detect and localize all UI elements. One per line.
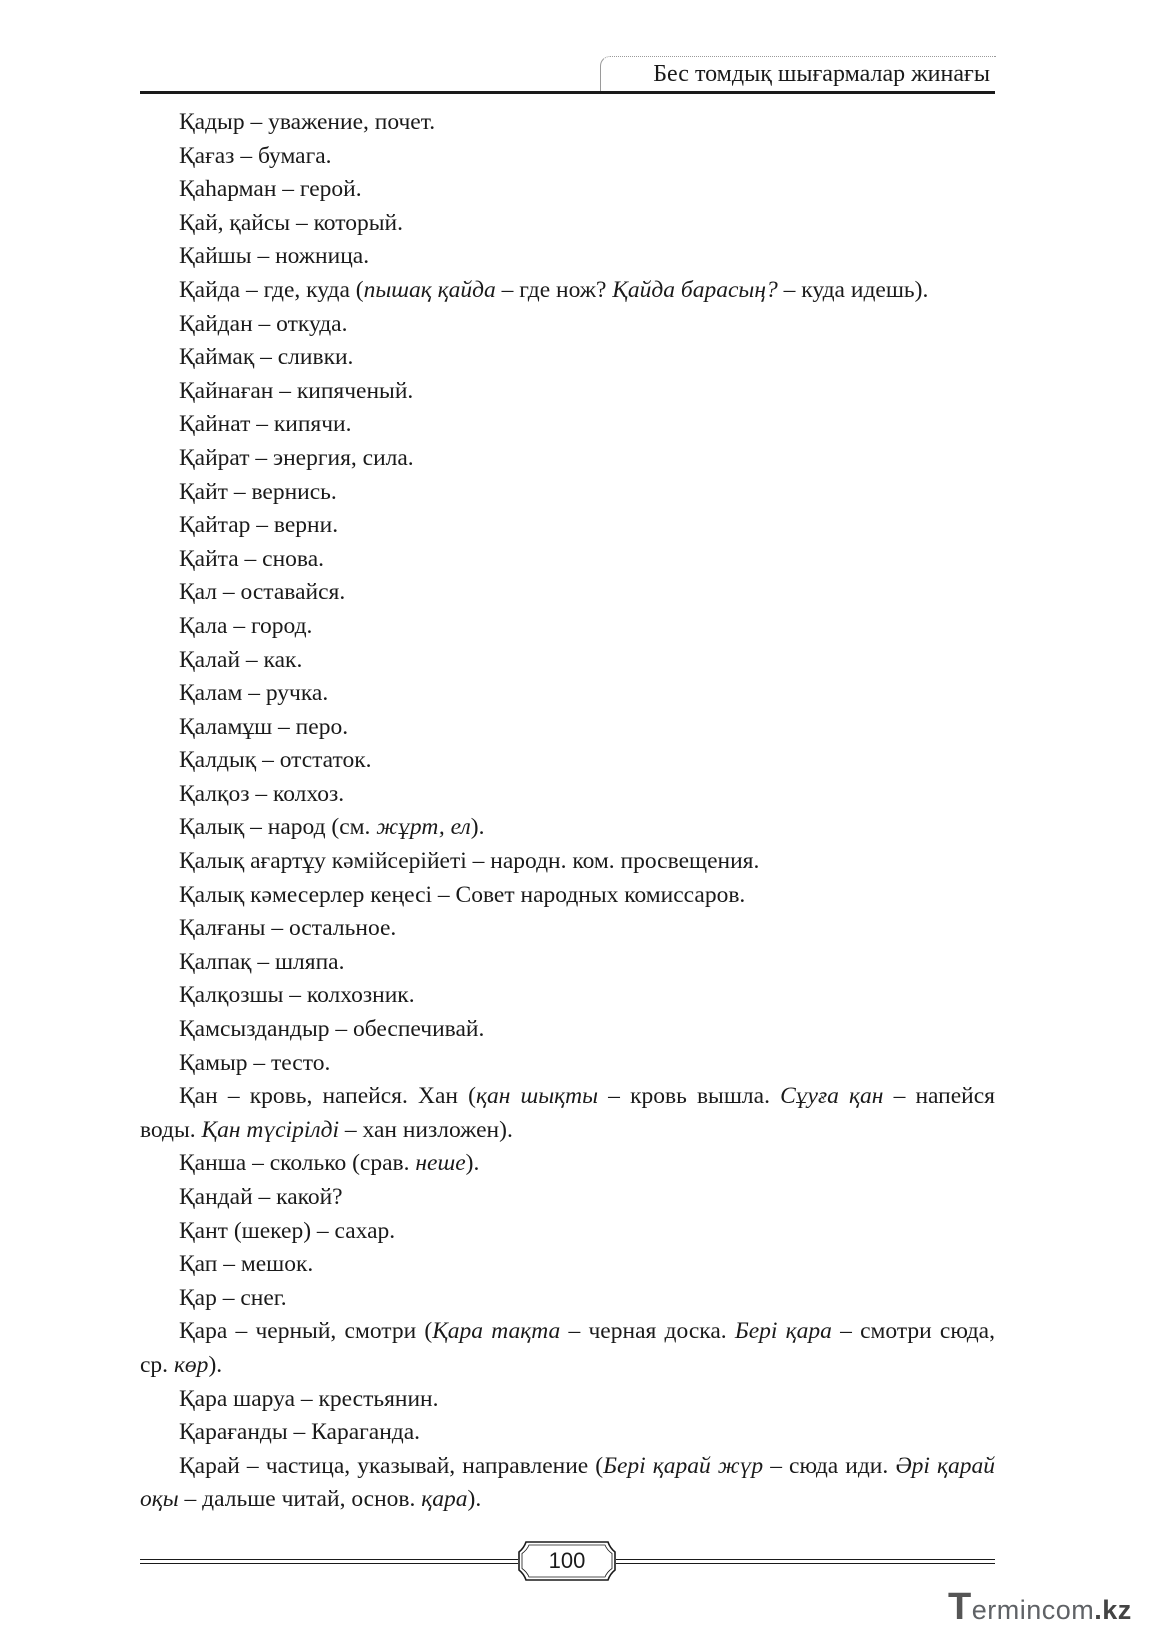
entry-text: Қант (шекер) – сахар. — [179, 1217, 396, 1244]
entry-text: Қамсыздандыр – обеспечивай. — [179, 1016, 485, 1043]
entry-text: Қайнаған – кипяченый. — [179, 377, 414, 404]
dictionary-entry — [140, 778, 995, 812]
entry-text: Қайшы – ножница. — [179, 243, 370, 270]
entry-text: Қал – оставайся. — [179, 579, 346, 606]
dictionary-entry — [140, 1450, 995, 1517]
dictionary-entry — [140, 1013, 995, 1047]
entry-text: Қарай – частица, указывай, направление ( — [179, 1452, 604, 1479]
example-phrase: Қара тақта — [432, 1318, 561, 1345]
entry-text: Қаламұш – перо. — [179, 713, 349, 740]
entry-text: Қалдық – отстаток. — [179, 747, 372, 774]
dictionary-entry — [140, 879, 995, 913]
dictionary-entry — [140, 408, 995, 442]
example-phrase: Сұуға қан — [780, 1083, 884, 1110]
entry-text: Қаһарман – герой. — [179, 176, 362, 203]
watermark-suffix: .kz — [1094, 1595, 1132, 1625]
dictionary-entry — [140, 677, 995, 711]
entry-text: – сюда иди. — [763, 1452, 896, 1479]
entry-text: ). — [467, 1486, 482, 1513]
entry-text: Қалқоз – колхоз. — [179, 780, 345, 807]
example-phrase: көр — [173, 1351, 209, 1378]
dictionary-entry — [140, 1047, 995, 1081]
dictionary-entry — [140, 1080, 995, 1147]
watermark-name: ermincom — [971, 1595, 1095, 1625]
example-phrase: жұрт, ел — [376, 814, 471, 841]
entry-text: Қала – город. — [179, 612, 313, 639]
dictionary-entry — [140, 106, 995, 140]
dictionary-entry — [140, 140, 995, 174]
entry-text: Қалай – как. — [179, 646, 303, 673]
entry-text: Қалық кәмесерлер кеңесі – Совет народных комиссаров. — [179, 881, 746, 908]
dictionary-entry — [140, 811, 995, 845]
example-phrase: пышақ қайда — [363, 276, 496, 303]
dictionary-entry — [140, 946, 995, 980]
dictionary-entry — [140, 711, 995, 745]
example-phrase: Бері қара — [734, 1318, 832, 1345]
dictionary-entry — [140, 207, 995, 241]
entry-text: Қалық – народ (см. — [179, 814, 377, 841]
dictionary-entry — [140, 442, 995, 476]
example-phrase: Қайда барасың? — [612, 276, 778, 303]
entry-text: Қалғаны – остальное. — [179, 915, 397, 942]
running-header-title: Бес томдық шығармалар жинағы — [653, 61, 990, 87]
dictionary-entries — [140, 106, 995, 1517]
entry-text: ). — [470, 814, 485, 841]
example-phrase: Қан түсірілді — [201, 1116, 340, 1143]
dictionary-entry — [140, 173, 995, 207]
example-phrase: қара — [421, 1486, 468, 1513]
entry-text: Қалық ағартұу кәмійсерійеті – народн. ком. просвещения. — [179, 848, 760, 875]
dictionary-entry — [140, 274, 995, 308]
entry-text: Қамыр – тесто. — [179, 1049, 331, 1076]
entry-text: ). — [465, 1150, 480, 1177]
dictionary-entry — [140, 744, 995, 778]
entry-text: Қап – мешок. — [179, 1251, 314, 1278]
entry-text: Қайдан – откуда. — [179, 310, 348, 337]
entry-text: Қадыр – уважение, почет. — [179, 109, 436, 135]
dictionary-entry — [140, 912, 995, 946]
entry-text: Қар – снег. — [179, 1284, 287, 1311]
dictionary-entry — [140, 308, 995, 342]
entry-text: Қайнат – кипячи. — [179, 411, 352, 438]
entry-text: – напейся воды. — [140, 1083, 995, 1143]
dictionary-entry — [140, 341, 995, 375]
footer-rule-right — [616, 1559, 995, 1564]
terminkom-watermark — [948, 1586, 1132, 1629]
dictionary-entry — [140, 644, 995, 678]
dictionary-entry — [140, 543, 995, 577]
entry-text: Қанша – сколько (срав. — [179, 1150, 416, 1177]
entry-text: Қайтар – верни. — [179, 512, 339, 539]
entry-text: – черная доска. — [560, 1318, 735, 1345]
entry-text: Қалқозшы – колхозник. — [179, 982, 415, 1009]
entry-text: – дальше читай, основ. — [178, 1486, 422, 1513]
dictionary-entry — [140, 1383, 995, 1417]
entry-text: Қандай – какой? — [179, 1184, 343, 1210]
entry-text: Қай, қайсы – который. — [179, 209, 403, 236]
entry-text: – где нож? — [495, 276, 613, 303]
example-phrase: Әрі қарай оқы — [140, 1452, 995, 1513]
entry-text: – кровь вышла. — [598, 1083, 781, 1110]
entry-text: – куда идешь). — [777, 276, 929, 303]
entry-text: – хан низложен). — [339, 1116, 513, 1143]
dictionary-entry — [140, 1215, 995, 1249]
dictionary-entry — [140, 1147, 995, 1181]
dictionary-entry — [140, 1315, 995, 1382]
entry-text: Қан – кровь, напейся. Хан ( — [179, 1083, 476, 1110]
entry-text: Қаймақ – сливки. — [179, 344, 354, 371]
dictionary-entry — [140, 576, 995, 610]
dictionary-entry — [140, 509, 995, 543]
dictionary-entry — [140, 610, 995, 644]
example-phrase: неше — [415, 1150, 466, 1177]
entry-text: – смотри сюда, ср. — [140, 1318, 995, 1378]
dictionary-entry — [140, 476, 995, 510]
entry-text: Қайрат – энергия, сила. — [179, 444, 414, 471]
watermark-initial: T — [948, 1586, 972, 1628]
entry-text: Қағаз – бумага. — [179, 142, 332, 169]
dictionary-entry — [140, 845, 995, 879]
dictionary-entry — [140, 1282, 995, 1316]
entry-text: Қара шаруа – крестьянин. — [179, 1385, 439, 1412]
entry-text: Қайда – где, куда ( — [179, 276, 364, 303]
footer-rule-left — [140, 1559, 518, 1564]
example-phrase: қан шықты — [475, 1083, 599, 1110]
dictionary-entry — [140, 240, 995, 274]
page-number: 100 — [548, 1548, 586, 1573]
example-phrase: Бері қарай жүр — [603, 1452, 764, 1479]
dictionary-entry — [140, 375, 995, 409]
entry-text: Қайта – снова. — [179, 545, 325, 572]
dictionary-entry — [140, 1181, 995, 1215]
entry-text: ). — [208, 1351, 223, 1378]
dictionary-entry — [140, 1248, 995, 1282]
entry-text: Қарағанды – Караганда. — [179, 1419, 421, 1446]
entry-text: Қайт – вернись. — [179, 478, 337, 505]
page-number-frame — [518, 1540, 616, 1582]
entry-text: Қара – черный, смотри ( — [179, 1318, 433, 1345]
dictionary-entry — [140, 979, 995, 1013]
header-rule — [140, 91, 995, 94]
dictionary-entry — [140, 1416, 995, 1450]
entry-text: Қалам – ручка. — [179, 680, 329, 707]
entry-text: Қалпақ – шляпа. — [179, 948, 345, 975]
